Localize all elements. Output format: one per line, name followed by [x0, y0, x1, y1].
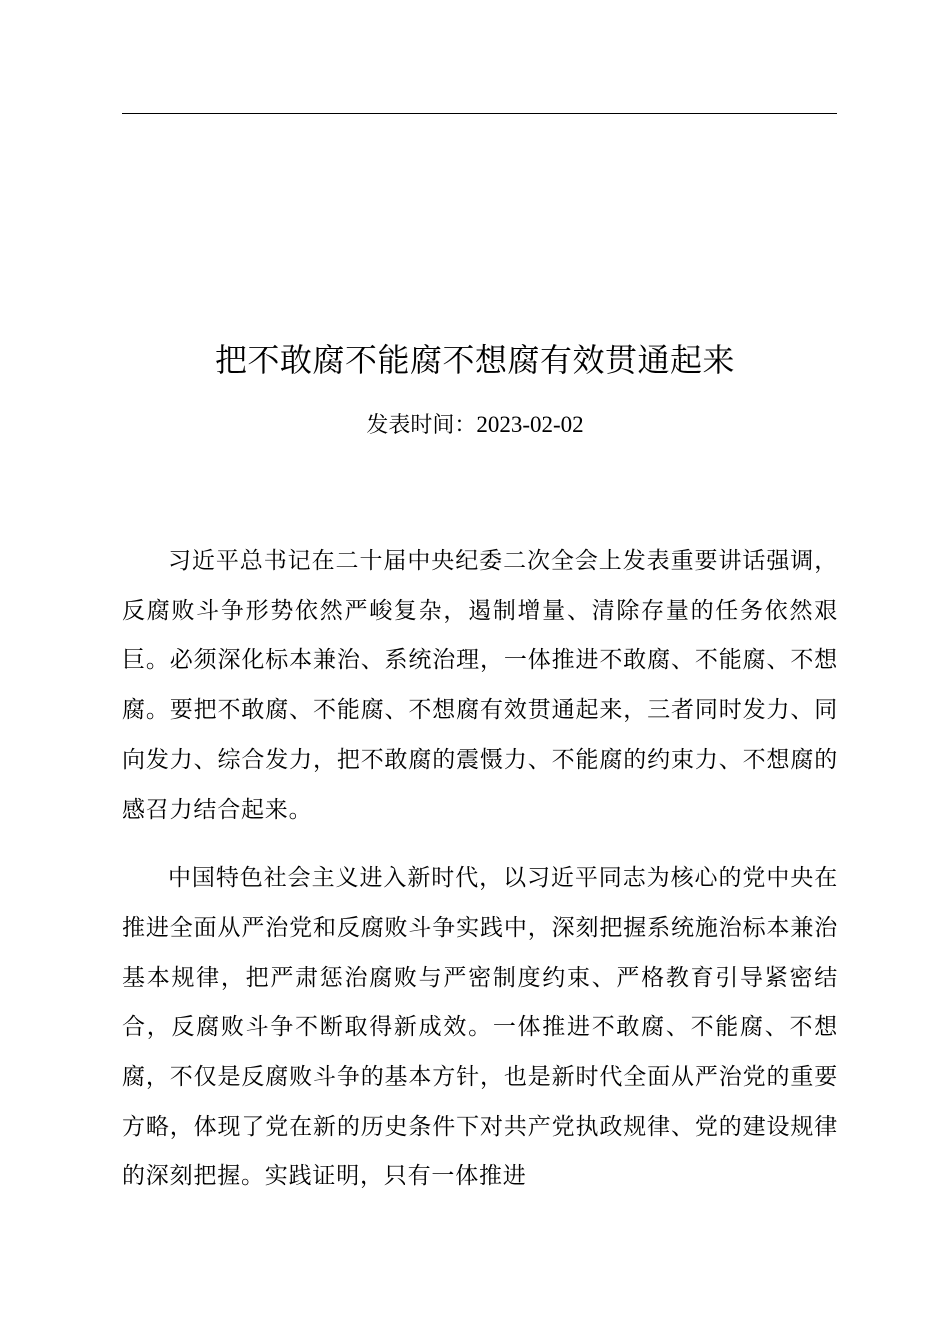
- page-title: 把不敢腐不能腐不想腐有效贯通起来: [214, 341, 735, 379]
- paragraph-1: 习近平总书记在二十届中央纪委二次全会上发表重要讲话强调，反腐败斗争形势依然严峻复杂，遏制增量、清除存量的任务依然艰巨。必须深化标本兼治、系统治理，一体推进不敢腐、不能腐、不想腐。要把不敢腐、不能腐、不想腐有效贯通起来，三者同时发力、同向发力、综合发力，把不敢腐的震慑力、不能腐的约束力、不想腐的感召力结合起来。: [122, 548, 838, 823]
- paragraph-2: 中国特色社会主义进入新时代，以习近平同志为核心的党中央在推进全面从严治党和反腐败斗争实践中，深刻把握系统施治标本兼治基本规律，把严肃惩治腐败与严密制度约束、严格教育引导紧密结合，反腐败斗争不断取得新成效。一体推进不敢腐、不能腐、不想腐，不仅是反腐败斗争的基本方针，也是新时代全面从严治党的重要方略，体现了党在新的历史条件下对共产党执政规律、党的建设规律的深刻把握。实践证明，只有一体推进: [122, 865, 838, 1190]
- publish-date-label: 发表时间：: [366, 413, 477, 438]
- publish-date-line: [0, 409, 950, 442]
- publish-date-value: 2023-02-02: [476, 412, 584, 437]
- header-rule: [122, 113, 837, 114]
- article-body: [122, 537, 838, 1221]
